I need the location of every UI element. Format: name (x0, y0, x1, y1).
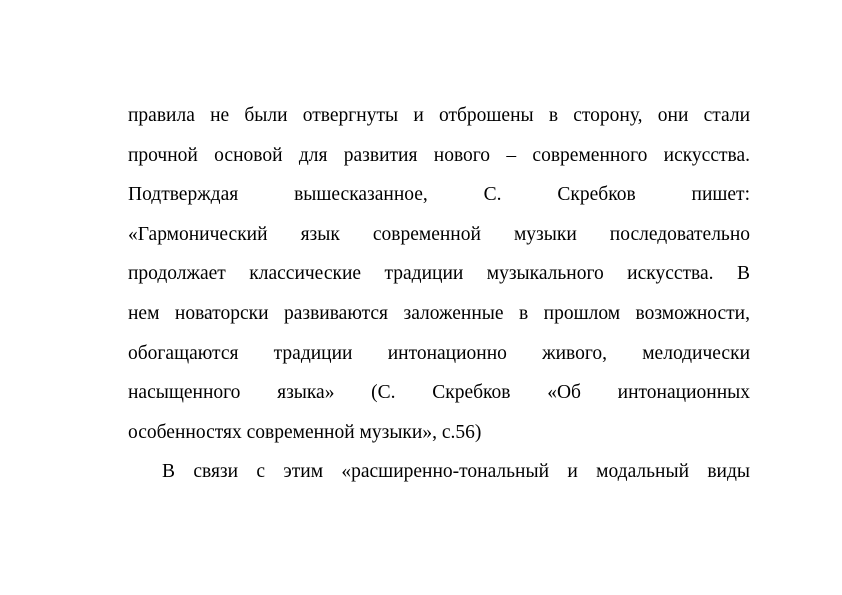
text-line: нем новаторски развиваются заложенные в прошлом возможности, (128, 302, 750, 324)
text-line: насыщенного языка» (С. Скребков «Об интонационных (128, 382, 750, 404)
text-line: правила не были отвергнуты и отброшены в сторону, они стали (128, 105, 750, 126)
text-line: прочной основой для развития нового – современного искусства. (128, 144, 750, 166)
body-text (128, 96, 750, 492)
text-line: Подтверждая вышесказанное, С. Скребков пишет: (128, 184, 750, 206)
text-line: «Гармонический язык современной музыки последовательно (128, 223, 750, 245)
text-line: обогащаются традиции интонационно живого, мелодически (128, 342, 750, 364)
text-line-paragraph-end: особенностях современной музыки», с.56) (128, 421, 482, 443)
text-line: продолжает классические традиции музыкального искусства. В (128, 263, 750, 285)
text-line-paragraph-start: В связи с этим «расширенно-тональный и модальный виды (162, 461, 750, 483)
